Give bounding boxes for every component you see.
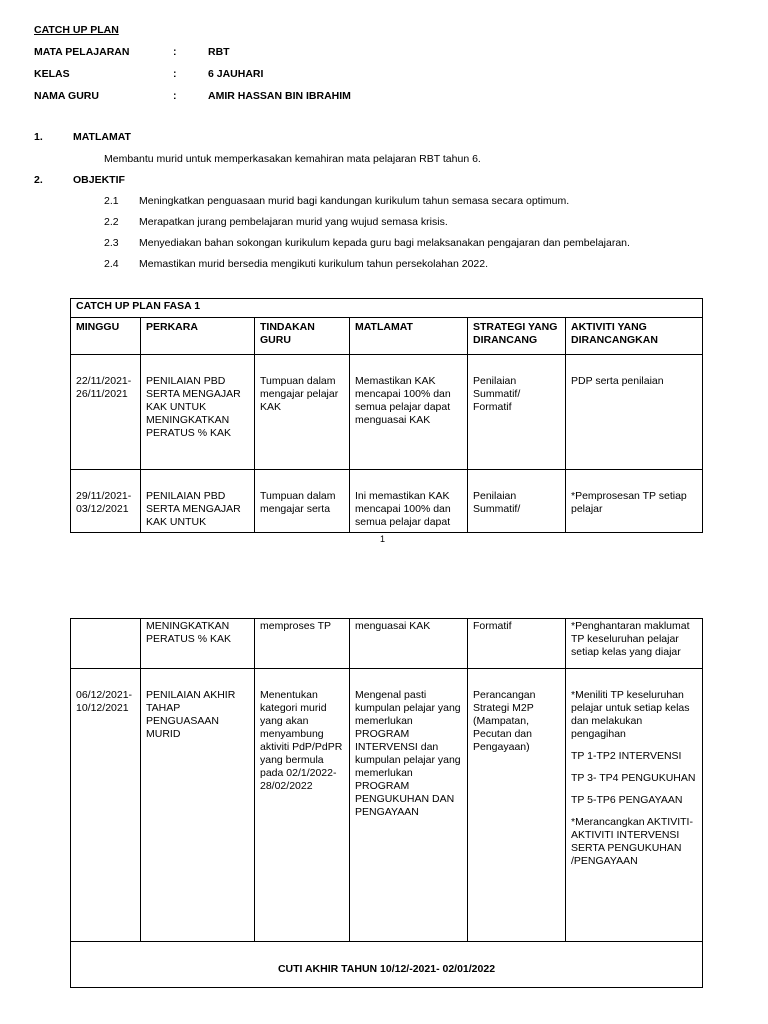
column-header-perkara: PERKARA — [141, 318, 255, 355]
field-separator: : — [173, 68, 177, 80]
table-cell-matlamat: menguasai KAK — [350, 619, 468, 669]
table-cell-aktiviti: PDP serta penilaian — [566, 355, 703, 470]
section-number: 2. — [34, 174, 43, 186]
field-label-subject: MATA PELAJARAN — [34, 46, 130, 58]
field-label-teacher: NAMA GURU — [34, 90, 99, 102]
table-cell-aktiviti — [566, 669, 703, 942]
objective-text: Menyediakan bahan sokongan kurikulum kepada guru bagi melaksanakan pengajaran dan pembelajaran. — [139, 237, 630, 249]
table-cell-strategi: Perancangan Strategi M2P (Mampatan, Pecutan dan Pengayaan) — [468, 669, 566, 942]
field-separator: : — [173, 90, 177, 102]
section-title-objektif: OBJEKTIF — [73, 174, 125, 186]
aktiviti-item: TP 1-TP2 INTERVENSI — [571, 750, 682, 762]
column-header-matlamat: MATLAMAT — [350, 318, 468, 355]
table-caption: CATCH UP PLAN FASA 1 — [71, 299, 703, 318]
section-number: 1. — [34, 131, 43, 143]
table-cell-perkara: MENINGKATKAN PERATUS % KAK — [141, 619, 255, 669]
section-title-matlamat: MATLAMAT — [73, 131, 131, 143]
aktiviti-item: *Meniliti TP keseluruhan pelajar untuk setiap kelas dan melakukan pengagihan — [571, 689, 690, 740]
table-cell-perkara: PENILAIAN PBD SERTA MENGAJAR KAK UNTUK — [141, 470, 255, 533]
column-header-tindakan-guru: TINDAKAN GURU — [255, 318, 350, 355]
table-cell-strategi: Formatif — [468, 619, 566, 669]
table-cell-minggu: 22/11/2021-26/11/2021 — [71, 355, 141, 470]
objective-number: 2.2 — [104, 216, 119, 228]
objective-number: 2.3 — [104, 237, 119, 249]
objective-text: Memastikan murid bersedia mengikuti kurikulum tahun persekolahan 2022. — [139, 258, 489, 270]
column-header-aktiviti: AKTIVITI YANG DIRANCANGKAN — [566, 318, 703, 355]
table-cell-tindakan: Tumpuan dalam mengajar serta — [255, 470, 350, 533]
table-cell-aktiviti: *Pemprosesan TP setiap pelajar — [566, 470, 703, 533]
table-cell-tindakan: Menentukan kategori murid yang akan menyambung aktiviti PdP/PdPR yang bermula pada 02/1/2022-28/02/2022 — [255, 669, 350, 942]
aktiviti-item: TP 5-TP6 PENGAYAAN — [571, 794, 683, 806]
column-header-strategi: STRATEGI YANG DIRANCANG — [468, 318, 566, 355]
table-cell-aktiviti: *Penghantaran maklumat TP keseluruhan pelajar setiap kelas yang diajar — [566, 619, 703, 669]
plan-table-continued — [70, 618, 703, 988]
matlamat-text: Membantu murid untuk memperkasakan kemahiran mata pelajaran RBT tahun 6. — [104, 153, 481, 165]
page-number: 1 — [380, 534, 386, 544]
field-separator: : — [173, 46, 177, 58]
holiday-row: CUTI AKHIR TAHUN 10/12/-2021- 02/01/2022 — [71, 942, 703, 988]
table-cell-matlamat: Ini memastikan KAK mencapai 100% dan semua pelajar dapat — [350, 470, 468, 533]
aktiviti-item: TP 3- TP4 PENGUKUHAN — [571, 772, 696, 784]
objective-text: Merapatkan jurang pembelajaran murid yang wujud semasa krisis. — [139, 216, 448, 228]
objective-number: 2.4 — [104, 258, 119, 270]
table-cell-minggu: 06/12/2021-10/12/2021 — [71, 669, 141, 942]
objective-number: 2.1 — [104, 195, 119, 207]
table-cell-minggu — [71, 619, 141, 669]
field-value-class: 6 JAUHARI — [208, 68, 264, 80]
plan-table-phase-1 — [70, 298, 703, 533]
table-cell-minggu: 29/11/2021-03/12/2021 — [71, 470, 141, 533]
document-title: CATCH UP PLAN — [34, 24, 119, 36]
table-cell-matlamat: Memastikan KAK mencapai 100% dan semua pelajar dapat menguasai KAK — [350, 355, 468, 470]
field-label-class: KELAS — [34, 68, 70, 80]
objective-text: Meningkatkan penguasaan murid bagi kandungan kurikulum tahun semasa secara optimum. — [139, 195, 570, 207]
column-header-minggu: MINGGU — [71, 318, 141, 355]
table-cell-strategi: Penilaian Summatif/ — [468, 470, 566, 533]
table-cell-perkara: PENILAIAN AKHIR TAHAP PENGUASAAN MURID — [141, 669, 255, 942]
table-cell-tindakan: memproses TP — [255, 619, 350, 669]
table-cell-matlamat: Mengenal pasti kumpulan pelajar yang memerlukan PROGRAM INTERVENSI dan kumpulan pelajar yang memerlukan PROGRAM PENGUKUHAN DAN PENGAYAAN — [350, 669, 468, 942]
table-cell-strategi: Penilaian Summatif/ Formatif — [468, 355, 566, 470]
table-cell-perkara: PENILAIAN PBD SERTA MENGAJAR KAK UNTUK MENINGKATKAN PERATUS % KAK — [141, 355, 255, 470]
field-value-teacher: AMIR HASSAN BIN IBRAHIM — [208, 90, 351, 102]
aktiviti-item: *Merancangkan AKTIVITI-AKTIVITI INTERVENSI SERTA PENGUKUHAN /PENGAYAAN — [571, 816, 693, 867]
table-cell-tindakan: Tumpuan dalam mengajar pelajar KAK — [255, 355, 350, 470]
field-value-subject: RBT — [208, 46, 230, 58]
